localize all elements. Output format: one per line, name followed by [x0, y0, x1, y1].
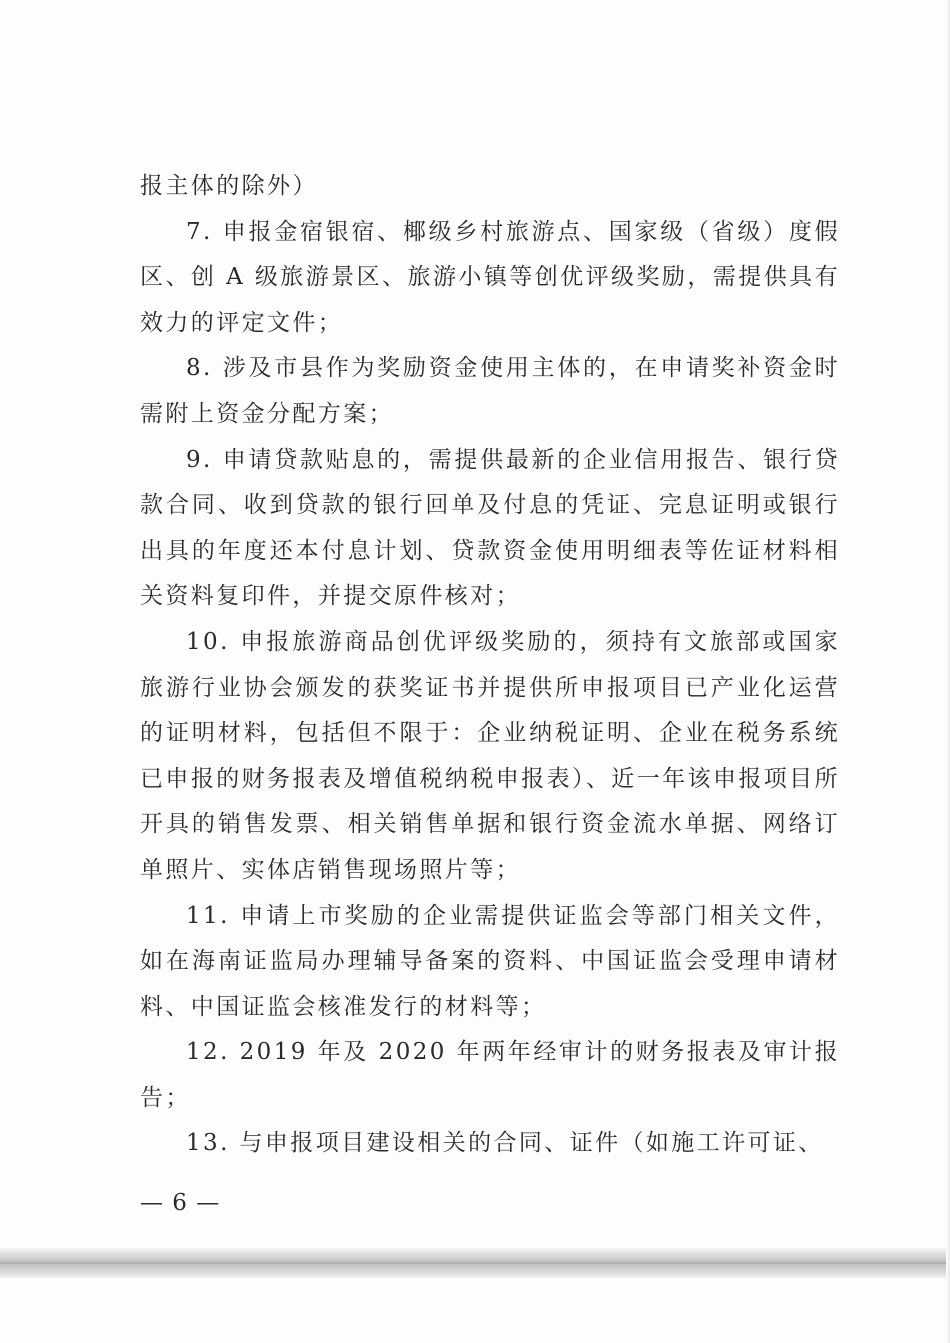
paragraph-item-11: 11. 申请上市奖励的企业需提供证监会等部门相关文件，如在海南证监局办理辅导备案的资料、中国证监会受理申请材料、中国证监会核准发行的材料等； [140, 902, 840, 1020]
paragraph-item-12: 12. 2019 年及 2020 年两年经审计的财务报表及审计报告； [140, 1039, 840, 1111]
scan-shadow-line [0, 1262, 950, 1264]
paragraph-item-10: 10. 申报旅游商品创优评级奖励的，须持有文旅部或国家旅游行业协会颁发的获奖证书并提供所申报项目已产业化运营的证明材料，包括但不限于：企业纳税证明、企业在税务系统已申报的财务报表及增值税纳税申报表）、近一年该申报项目所开具的销售发票、相关销售单据和银行资金流水单据、网络订单照片、实体店销售现场照片等； [140, 628, 840, 883]
body-text [140, 164, 840, 1167]
paragraph-item-7: 7. 申报金宿银宿、椰级乡村旅游点、国家级（省级）度假区、创 A 级旅游景区、旅游小镇等创优评级奖励，需提供具有效力的评定文件； [140, 218, 840, 336]
paragraph-item-8: 8. 涉及市县作为奖励资金使用主体的，在申请奖补资金时需附上资金分配方案； [140, 355, 840, 427]
page-edge-shadow [946, 0, 950, 1343]
page-number: — 6 — [140, 1190, 221, 1216]
paragraph-item-9: 9. 申请贷款贴息的，需提供最新的企业信用报告、银行贷款合同、收到贷款的银行回单及付息的凭证、完息证明或银行出具的年度还本付息计划、贷款资金使用明细表等佐证材料相关资料复印件，并提交原件核对； [140, 446, 840, 610]
paragraph-continuation: 报主体的除外） [140, 173, 318, 199]
paragraph-item-13: 13. 与申报项目建设相关的合同、证件（如施工许可证、 [186, 1130, 824, 1157]
